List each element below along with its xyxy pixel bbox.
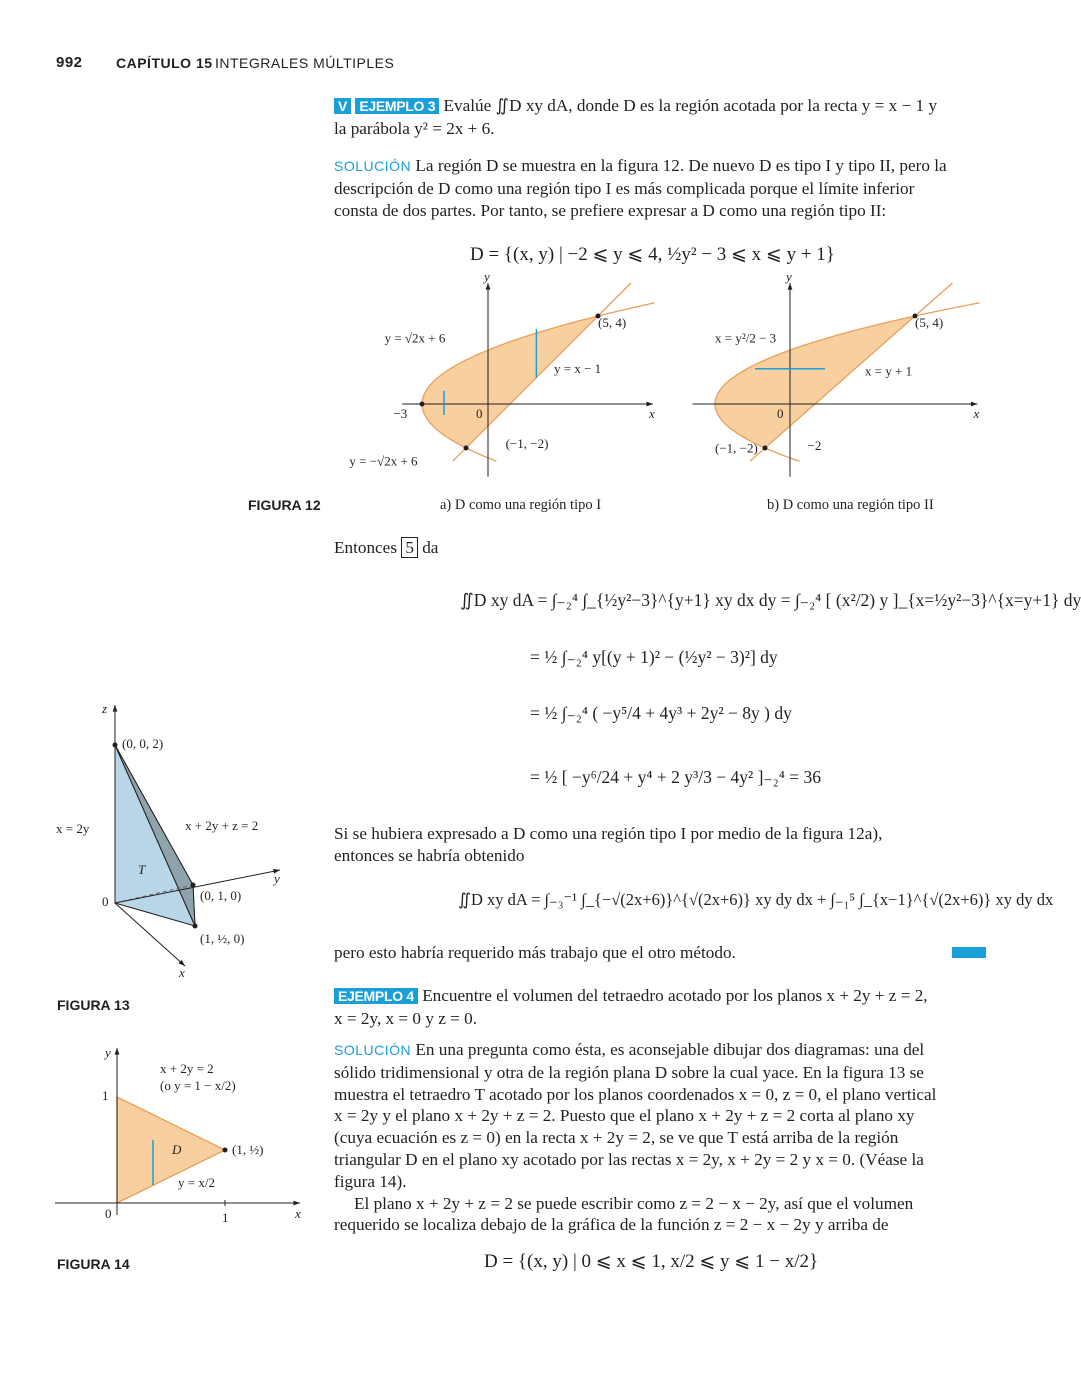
then-text: Entonces <box>334 538 398 557</box>
point-label: (0, 1, 0) <box>200 888 242 903</box>
point <box>420 402 425 407</box>
example-4-solution <box>334 1039 994 1236</box>
point-label: (−1, −2) <box>505 436 549 451</box>
figure-12-label: FIGURA 12 <box>248 497 321 513</box>
statement-line: Encuentre el volumen del tetraedro acotado por los planos x + 2y + z = 2, <box>422 986 928 1005</box>
point-label: (0, 0, 2) <box>122 736 164 751</box>
point <box>193 924 198 929</box>
point-label: (1, ½) <box>232 1142 264 1157</box>
line-label: y = x/2 <box>178 1175 215 1190</box>
equation-reference: 5 <box>401 537 418 558</box>
origin-label: 0 <box>476 406 483 421</box>
figure-12 <box>340 268 1000 518</box>
example-4-statement <box>334 985 994 1030</box>
solution-line: En una pregunta como ésta, es aconsejable dibujar dos diagramas: una del <box>415 1040 925 1059</box>
y-axis-arrow <box>788 283 793 290</box>
z-axis-arrow <box>113 705 118 712</box>
solution-label: SOLUCIÓN <box>334 1042 412 1058</box>
solution-line: El plano x + 2y + z = 2 se puede escribir como z = 2 − x − 2y, así que el volumen <box>354 1193 914 1213</box>
line-label: (o y = 1 − x/2) <box>160 1078 236 1093</box>
chapter-label: CAPÍTULO 15 <box>116 55 213 71</box>
figure-12b-caption: b) D como una región tipo II <box>767 497 934 513</box>
point <box>223 1148 228 1153</box>
solution-line: (cuya ecuación es z = 0) en la recta x + 2y = 2, se ve que T está arriba de la región <box>334 1128 899 1148</box>
solution-line: La región D se muestra en la figura 12. De nuevo D es tipo I y tipo II, pero la <box>415 156 947 175</box>
lower-curve-label: y = −√2x + 6 <box>349 453 418 469</box>
solution-line: muestra el tetraedro T acotado por los planos coordenados x = 0, z = 0, el plano vertical <box>334 1084 937 1104</box>
example-tag: EJEMPLO 3 <box>355 98 439 114</box>
origin-label: 0 <box>777 406 784 421</box>
point-label: (5, 4) <box>915 315 944 330</box>
point-label: (−1, −2) <box>715 440 758 456</box>
figure-13 <box>50 698 310 988</box>
plane-label: x = 2y <box>56 821 90 836</box>
point-label: (5, 4) <box>598 315 627 330</box>
tick-label: −3 <box>393 406 408 421</box>
solution-line: descripción de D como una región tipo I es más complicada porque el límite inferior <box>334 178 915 198</box>
region-equation-4: D = {(x, y) | 0 ⩽ x ⩽ 1, x/2 ⩽ y ⩽ 1 − x/2} <box>484 1251 819 1272</box>
x-axis-label: x <box>973 406 980 421</box>
z-axis-label: z <box>102 701 108 716</box>
figure-12a-caption: a) D como una región tipo I <box>440 497 602 513</box>
statement-line: la parábola y² = 2x + 6. <box>334 118 495 138</box>
closing-text: pero esto habría requerido más trabajo que el otro método. <box>334 943 736 962</box>
x-axis-label: x <box>179 965 185 980</box>
example-3-statement <box>334 95 994 140</box>
solid-label: T <box>138 862 146 877</box>
solution-line: x = 2y y el plano x + 2y + z = 2. Puesto que el plano x + 2y + z = 2 corta al plano xy <box>334 1106 915 1126</box>
plane-label: x + 2y + z = 2 <box>185 818 259 833</box>
chapter-title: INTEGRALES MÚLTIPLES <box>215 55 395 71</box>
x-axis-label: x <box>295 1206 301 1221</box>
y-axis-label: y <box>105 1045 111 1060</box>
figure-14 <box>50 1040 320 1230</box>
tick-label: 1 <box>222 1210 229 1225</box>
calc-line-4: = ½ [ −y⁶/24 + y⁴ + 2 y³/3 − 4y² ]₋₂⁴ = 36 <box>530 767 821 787</box>
calc-line-1: ∬D xy dA = ∫₋₂⁴ ∫_{½y²−3}^{y+1} xy dx dy = ∫₋₂⁴ [ (x²/2) y ]_{x=½y²−3}^{x=y+1} dy <box>460 590 1081 610</box>
origin-label: 0 <box>105 1206 112 1221</box>
statement-line: Evalúe ∬D xy dA, donde D es la región acotada por la recta y = x − 1 y <box>443 96 938 115</box>
upper-curve-label: y = √2x + 6 <box>384 330 446 346</box>
point <box>191 883 196 888</box>
point-label: (1, ½, 0) <box>200 931 245 946</box>
end-of-example-marker <box>952 947 986 958</box>
region-equation: D = {(x, y) | −2 ⩽ y ⩽ 4, ½y² − 3 ⩽ x ⩽ y + 1} <box>470 244 835 265</box>
solution-line: requerido se localiza debajo de la gráfica de la función z = 2 − x − 2y y arriba de <box>334 1215 889 1235</box>
origin-label: 0 <box>102 894 109 909</box>
alt-equation: ∬D xy dA = ∫₋₃⁻¹ ∫_{−√(2x+6)}^{√(2x+6)} xy dy dx + ∫₋₁⁵ ∫_{x−1}^{√(2x+6)} xy dy dx <box>458 890 1054 909</box>
solution-line: figura 14). <box>334 1171 407 1191</box>
video-badge: V <box>334 98 351 114</box>
y-axis-label: y <box>786 268 792 284</box>
then-text-2: da <box>422 538 439 557</box>
solution-line: triangular D en el plano xy acotado por las rectas x = 2y, x + 2y = 2 y x = 0. (Véase la <box>334 1149 924 1169</box>
region-d <box>422 316 598 448</box>
example-tag: EJEMPLO 4 <box>334 988 418 1004</box>
point <box>113 743 118 748</box>
y-axis-label: y <box>484 268 490 284</box>
left-curve-label: x = y²/2 − 3 <box>715 330 777 346</box>
statement-line: x = 2y, x = 0 y z = 0. <box>334 1008 478 1028</box>
solution-label: SOLUCIÓN <box>334 158 412 174</box>
y-axis-arrow <box>115 1048 120 1055</box>
x-axis-label: x <box>649 406 655 421</box>
figure-13-label: FIGURA 13 <box>57 997 130 1013</box>
point <box>464 446 469 451</box>
then-line <box>334 537 438 559</box>
tick-label: 1 <box>102 1088 109 1103</box>
solution-line: sólido tridimensional y otra de la región plana D sobre la cual yace. En la figura 13 se <box>334 1062 924 1082</box>
calc-line-3: = ½ ∫₋₂⁴ ( −y⁵/4 + 4y³ + 2y² − 8y ) dy <box>530 703 792 723</box>
tick-label: −2 <box>807 438 822 454</box>
x-axis-arrow <box>293 1201 300 1206</box>
alt-text <box>334 823 994 867</box>
alt-line: Si se hubiera expresado a D como una región tipo I por medio de la figura 12a), <box>334 824 883 843</box>
point <box>763 446 768 451</box>
line-label: y = x − 1 <box>554 361 602 377</box>
figure-14-label: FIGURA 14 <box>57 1256 130 1272</box>
y-axis-arrow <box>486 283 491 290</box>
y-axis-label: y <box>274 871 280 886</box>
alt-line: entonces se habría obtenido <box>334 845 525 865</box>
calc-line-2: = ½ ∫₋₂⁴ y[(y + 1)² − (½y² − 3)²] dy <box>530 647 778 667</box>
line-label: x = y + 1 <box>865 363 913 379</box>
line-label: x + 2y = 2 <box>160 1061 214 1076</box>
example-3-solution <box>334 155 994 221</box>
solution-line: consta de dos partes. Por tanto, se prefiere expresar a D como una región tipo II: <box>334 200 887 220</box>
region-label: D <box>172 1142 182 1157</box>
page-number: 992 <box>56 54 83 71</box>
